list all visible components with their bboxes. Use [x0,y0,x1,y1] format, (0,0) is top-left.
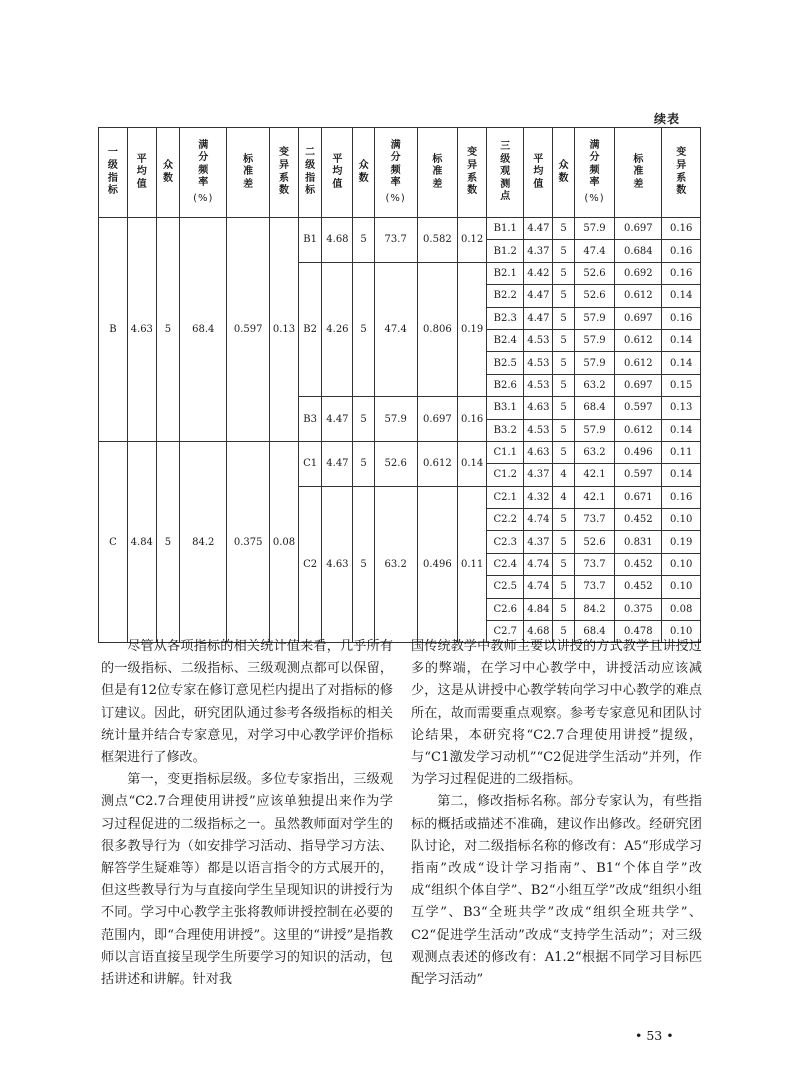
level3-sd: 0.697 [615,307,662,329]
level3-full: 68.4 [574,397,615,419]
level3-mode: 5 [553,621,574,643]
level3-mode: 5 [553,419,574,441]
level2-code: B3 [298,397,322,442]
level1-cv: 0.08 [270,441,299,643]
level3-mean: 4.53 [524,419,553,441]
level3-sd: 0.452 [615,553,662,575]
level3-mean: 4.74 [524,576,553,598]
level2-full: 73.7 [374,218,417,263]
level3-mean: 4.47 [524,285,553,307]
level3-cv: 0.16 [662,486,701,508]
level3-code: B1.1 [487,218,524,240]
level2-code: C2 [298,486,322,643]
level2-mode: 5 [353,397,374,442]
level2-cv: 0.11 [458,486,487,643]
level3-full: 52.6 [574,262,615,284]
table-row [99,218,701,240]
level3-mean: 4.53 [524,352,553,374]
header-sd: 标准差 [417,128,458,218]
level3-mode: 5 [553,285,574,307]
header-mean: 平均值 [127,128,156,218]
level3-mean: 4.74 [524,553,553,575]
header-mean: 平均值 [524,128,553,218]
level3-code: C2.5 [487,576,524,598]
level2-sd: 0.806 [417,262,458,396]
level1-mode: 5 [156,441,180,643]
level3-code: C2.6 [487,598,524,620]
level3-code: C1.1 [487,441,524,463]
level3-sd: 0.375 [615,598,662,620]
level3-code: B2.3 [487,307,524,329]
level3-cv: 0.10 [662,553,701,575]
level3-mean: 4.37 [524,240,553,262]
level3-full: 57.9 [574,419,615,441]
level2-sd: 0.612 [417,441,458,486]
level3-mode: 5 [553,374,574,396]
level3-full: 57.9 [574,218,615,240]
level3-mode: 5 [553,307,574,329]
level3-sd: 0.692 [615,262,662,284]
level3-cv: 0.10 [662,621,701,643]
level3-full: 42.1 [574,464,615,486]
paragraph: 国传统教学中教师主要以讲授的方式教学且讲授过多的弊端，在学习中心教学中，讲授活动应该减少，这是从讲授中心教学转向学习中心教学的难点所在，故而需要重点观察。参考专家意见和团队讨论结果，本研究将“C2.7合理使用讲授”提级，与“C1激发学习动机”“C2促进学生活动”并列，作为学习过程促进的二级指标。 [411,639,702,788]
body-text-right-column [411,636,702,991]
level2-mean: 4.26 [322,262,353,396]
level3-sd: 0.684 [615,240,662,262]
level2-cv: 0.14 [458,441,487,486]
header-mode: 众数 [156,128,180,218]
level1-code: B [99,218,128,442]
level3-mean: 4.47 [524,218,553,240]
header-mean: 平均值 [322,128,353,218]
level3-mode: 5 [553,218,574,240]
level3-sd: 0.697 [615,218,662,240]
level3-code: B3.1 [487,397,524,419]
level3-cv: 0.14 [662,285,701,307]
continued-label: 续表 [654,112,681,126]
level3-cv: 0.10 [662,576,701,598]
level2-code: C1 [298,441,322,486]
level2-mode: 5 [353,486,374,643]
level2-cv: 0.16 [458,397,487,442]
level3-code: C2.2 [487,509,524,531]
level3-cv: 0.19 [662,531,701,553]
level3-mode: 5 [553,352,574,374]
level3-mode: 5 [553,262,574,284]
header-full-rate: 满分频率 (%) [574,128,615,218]
level3-full: 57.9 [574,307,615,329]
level3-code: B2.2 [487,285,524,307]
header-cv: 变异系数 [458,128,487,218]
level3-code: C2.3 [487,531,524,553]
level3-full: 47.4 [574,240,615,262]
paragraph: 尽管从各项指标的相关统计值来看，几乎所有的一级指标、二级指标、三级观测点都可以保留，但是有12位专家在修订意见栏内提出了对指标的修订建议。因此，研究团队通过参考各级指标的相关统计量并结合专家意见，对学习中心教学评价指标框架进行了修改。 [101,639,393,766]
level3-mode: 5 [553,531,574,553]
level3-full: 84.2 [574,598,615,620]
header-level3: 三级观测点 [487,128,524,218]
level2-full: 47.4 [374,262,417,396]
level3-sd: 0.612 [615,352,662,374]
level3-cv: 0.08 [662,598,701,620]
level3-sd: 0.831 [615,531,662,553]
level3-mode: 5 [553,329,574,351]
level3-sd: 0.452 [615,509,662,531]
level3-cv: 0.14 [662,329,701,351]
level2-code: B1 [298,218,322,263]
level3-sd: 0.496 [615,441,662,463]
level3-full: 52.6 [574,285,615,307]
level3-mean: 4.63 [524,441,553,463]
level2-sd: 0.697 [417,397,458,442]
level3-code: B2.6 [487,374,524,396]
level3-mode: 5 [553,576,574,598]
level1-mode: 5 [156,218,180,442]
level2-full: 52.6 [374,441,417,486]
level3-mode: 5 [553,240,574,262]
level2-mean: 4.47 [322,397,353,442]
level3-mode: 5 [553,509,574,531]
level2-mode: 5 [353,262,374,396]
level3-full: 57.9 [574,329,615,351]
level3-cv: 0.16 [662,240,701,262]
level3-cv: 0.10 [662,509,701,531]
level3-code: B2.4 [487,329,524,351]
header-cv: 变异系数 [662,128,701,218]
level3-mode: 5 [553,397,574,419]
level2-mode: 5 [353,218,374,263]
level3-mode: 5 [553,553,574,575]
level3-mean: 4.32 [524,486,553,508]
level3-sd: 0.597 [615,464,662,486]
level3-mean: 4.53 [524,329,553,351]
level3-full: 52.6 [574,531,615,553]
header-level2: 二级指标 [298,128,322,218]
level3-full: 63.2 [574,374,615,396]
level3-full: 73.7 [574,509,615,531]
level1-cv: 0.13 [270,218,299,442]
level1-full: 84.2 [180,441,227,643]
level3-sd: 0.697 [615,374,662,396]
level3-mode: 5 [553,598,574,620]
header-level1: 一级指标 [99,128,128,218]
level2-sd: 0.582 [417,218,458,263]
header-cv: 变异系数 [270,128,299,218]
level1-mean: 4.63 [127,218,156,442]
header-full-rate: 满分频率 (%) [374,128,417,218]
level3-mean: 4.47 [524,307,553,329]
level3-cv: 0.14 [662,419,701,441]
table-row [99,441,701,463]
level3-full: 63.2 [574,441,615,463]
level3-code: C2.4 [487,553,524,575]
level3-code: B3.2 [487,419,524,441]
level1-sd: 0.597 [227,218,270,442]
level3-sd: 0.597 [615,397,662,419]
level3-mean: 4.53 [524,374,553,396]
level3-code: B1.2 [487,240,524,262]
body-text-left-column [101,636,393,991]
level3-code: B2.1 [487,262,524,284]
level3-mean: 4.42 [524,262,553,284]
level2-code: B2 [298,262,322,396]
level3-mode: 4 [553,486,574,508]
level3-sd: 0.612 [615,285,662,307]
level3-mean: 4.37 [524,464,553,486]
level3-mean: 4.37 [524,531,553,553]
level3-cv: 0.16 [662,262,701,284]
header-sd: 标准差 [615,128,662,218]
paragraph: 第一，变更指标层级。多位专家指出，三级观测点“C2.7合理使用讲授”应该单独提出来作为学习过程促进的二级指标之一。虽然教师面对学生的很多教导行为（如安排学习活动、指导学习方法、解答学生疑难等）都是以语言指令的方式展开的，但这些教导行为与直接向学生呈现知识的讲授行为不同。学习中心教学主张将教师讲授控制在必要的范围内，即“合理使用讲授”。这里的“讲授”是指教师以言语直接呈现学生所要学习的知识的活动，包括讲述和讲解。针对我 [101,772,393,988]
statistics-table [98,127,701,643]
level3-sd: 0.452 [615,576,662,598]
level2-full: 63.2 [374,486,417,643]
level2-cv: 0.19 [458,262,487,396]
level1-sd: 0.375 [227,441,270,643]
level3-cv: 0.14 [662,464,701,486]
level3-full: 73.7 [574,553,615,575]
level3-full: 73.7 [574,576,615,598]
level3-cv: 0.14 [662,352,701,374]
level3-mean: 4.68 [524,621,553,643]
level3-code: C2.1 [487,486,524,508]
level3-cv: 0.16 [662,307,701,329]
level2-mean: 4.47 [322,441,353,486]
level2-sd: 0.496 [417,486,458,643]
level3-code: B2.5 [487,352,524,374]
level2-mean: 4.68 [322,218,353,263]
level2-mean: 4.63 [322,486,353,643]
level3-sd: 0.671 [615,486,662,508]
header-mode: 众数 [553,128,574,218]
level3-code: C2.7 [487,621,524,643]
level3-full: 57.9 [574,352,615,374]
level1-full: 68.4 [180,218,227,442]
level3-full: 42.1 [574,486,615,508]
level3-cv: 0.13 [662,397,701,419]
level2-full: 57.9 [374,397,417,442]
level2-mode: 5 [353,441,374,486]
paragraph: 第二，修改指标名称。部分专家认为，有些指标的概括或描述不准确，建议作出修改。经研究团队讨论，对二级指标名称的修改有：A5“形成学习指南”改成“设计学习指南”、B1“个体自学”改成“组织个体自学”、B2“小组互学”改成“组织小组互学”、B3“全班共学”改成“组织全班共学”、C2“促进学生活动”改成“支持学生活动”；对三级观测点表述的修改有：A1.2“根据不同学习目标匹配学习活动” [411,794,702,988]
level3-cv: 0.11 [662,441,701,463]
level3-code: C1.2 [487,464,524,486]
level3-cv: 0.15 [662,374,701,396]
header-sd: 标准差 [227,128,270,218]
level3-sd: 0.612 [615,329,662,351]
level3-mean: 4.84 [524,598,553,620]
level1-mean: 4.84 [127,441,156,643]
level3-mode: 4 [553,464,574,486]
table-header-row [99,128,701,218]
level1-code: C [99,441,128,643]
level3-mean: 4.74 [524,509,553,531]
level3-mean: 4.63 [524,397,553,419]
page-number: • 53 • [635,1028,674,1043]
level3-full: 68.4 [574,621,615,643]
header-full-rate: 满分频率 (%) [180,128,227,218]
header-mode: 众数 [353,128,374,218]
level3-mode: 5 [553,441,574,463]
level3-cv: 0.16 [662,218,701,240]
level2-cv: 0.12 [458,218,487,263]
level3-sd: 0.612 [615,419,662,441]
level3-sd: 0.478 [615,621,662,643]
